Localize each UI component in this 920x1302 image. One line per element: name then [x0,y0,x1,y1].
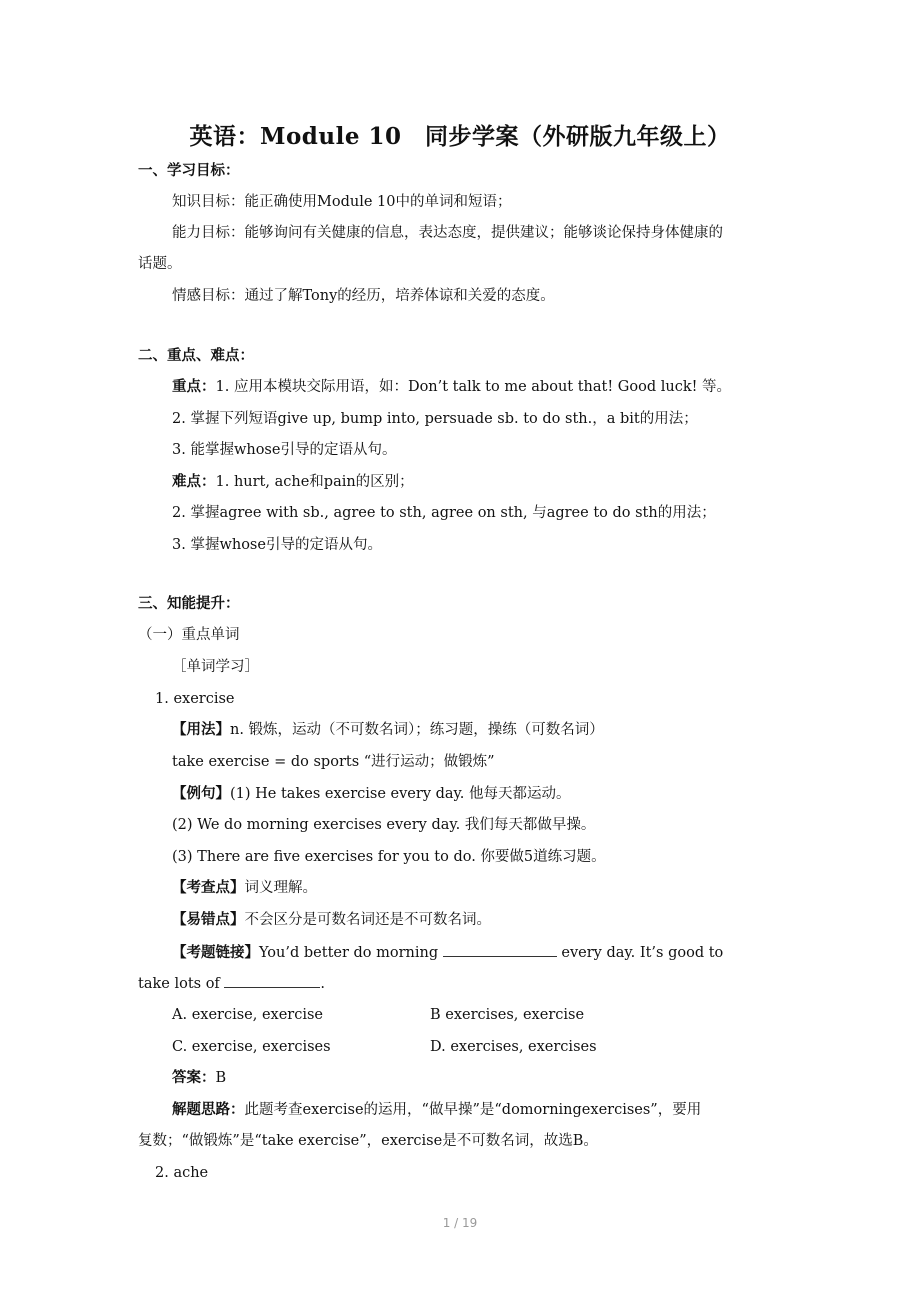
section-2-heading: 二、重点、难点： [138,347,254,364]
example-label: 【例句】 [172,785,230,802]
word-2-title: 2. ache [155,1165,209,1181]
document-title: 英语：Module 10 同步学案（外研版九年级上） [189,123,731,150]
difficult-point-2: 2. 掌握agree with sb., agree to sth, agree on sth, 与agree to do sth的用法； [172,505,716,521]
option-d: D. exercises, exercises [430,1039,597,1055]
example-line-1 [172,784,571,804]
answer-label: 答案： [172,1069,216,1086]
example-line-3: (3) There are five exercises for you to do. 你要做5道练习题。 [172,849,606,865]
difficult-point-label: 难点： [172,473,216,490]
key-point-3: 3. 能掌握whose引导的定语从句。 [172,442,397,458]
exam-link-text-a: You’d better do morning [259,945,443,961]
answer-blank-1 [443,942,557,957]
difficult-point-3: 3. 掌握whose引导的定语从句。 [172,537,382,553]
difficult-point-1-text: 1. hurt, ache和pain的区别； [215,474,414,490]
phrase-line: take exercise = do sports “进行运动；做锻炼” [172,754,495,770]
emotion-goal: 情感目标：通过了解Tony的经历，培养体谅和关爱的态度。 [172,288,555,304]
solution-line-2: 复数；“做锻炼”是“take exercise”，exercise是不可数名词，故选B。 [138,1133,598,1149]
knowledge-goal: 知识目标：能正确使用Module 10中的单词和短语； [172,194,512,210]
page-number: 1 / 19 [442,1216,478,1230]
difficult-point-1 [172,472,414,492]
key-point-label: 重点： [172,378,216,395]
error-point-label: 【易错点】 [172,911,245,928]
exam-link-text-b: every day. It’s good to [556,945,724,961]
section-3-heading: 三、知能提升： [138,595,240,612]
usage-line [172,720,604,740]
usage-text: n. 锻炼，运动（不可数名词）；练习题，操练（可数名词） [230,722,604,738]
ability-goal-line-2: 话题。 [138,256,182,272]
key-point-1 [172,377,731,397]
key-point-2: 2. 掌握下列短语give up, bump into, persuade sb. to do sth.，a bit的用法； [172,411,698,427]
exam-link-text-c: take lots of [138,976,225,992]
ability-goal-line-1: 能力目标：能够询问有关健康的信息，表达态度，提供建议；能够谈论保持身体健康的 [172,225,723,241]
answer-line [172,1068,226,1088]
example-line-2: (2) We do morning exercises every day. 我们每天都做早操。 [172,817,596,833]
option-a: A. exercise, exercise [172,1007,324,1023]
key-point-1-text: 1. 应用本模块交际用语，如：Don’t talk to me about that! Good luck! 等。 [215,379,732,395]
check-point-line [172,878,317,898]
solution-label: 解题思路： [172,1101,245,1118]
usage-label: 【用法】 [172,721,230,738]
check-point-text: 词义理解。 [244,880,317,896]
answer-blank-2 [224,973,320,988]
check-point-label: 【考查点】 [172,879,245,896]
option-b: B exercises, exercise [430,1007,585,1023]
word-1-title: 1. exercise [155,691,235,707]
error-point-text: 不会区分是可数名词还是不可数名词。 [244,912,491,928]
solution-text-1: 此题考查exercise的运用，“做早操”是“domorningexercises”，要用 [244,1102,702,1118]
subsection-key-words: （一）重点单词 [138,627,240,643]
error-point-line [172,910,491,930]
option-c: C. exercise, exercises [172,1039,331,1055]
exam-link-line-2 [138,973,325,994]
subsection-word-study: ［单词学习］ [172,659,259,675]
exam-link-text-d: . [320,976,326,992]
exam-link-label: 【考题链接】 [172,944,259,961]
solution-line-1 [172,1100,701,1120]
example-1-text: (1) He takes exercise every day. 他每天都运动。 [230,786,571,802]
section-1-heading: 一、学习目标： [138,162,240,179]
answer-value: B [215,1070,227,1086]
exam-link-line-1 [172,942,723,963]
